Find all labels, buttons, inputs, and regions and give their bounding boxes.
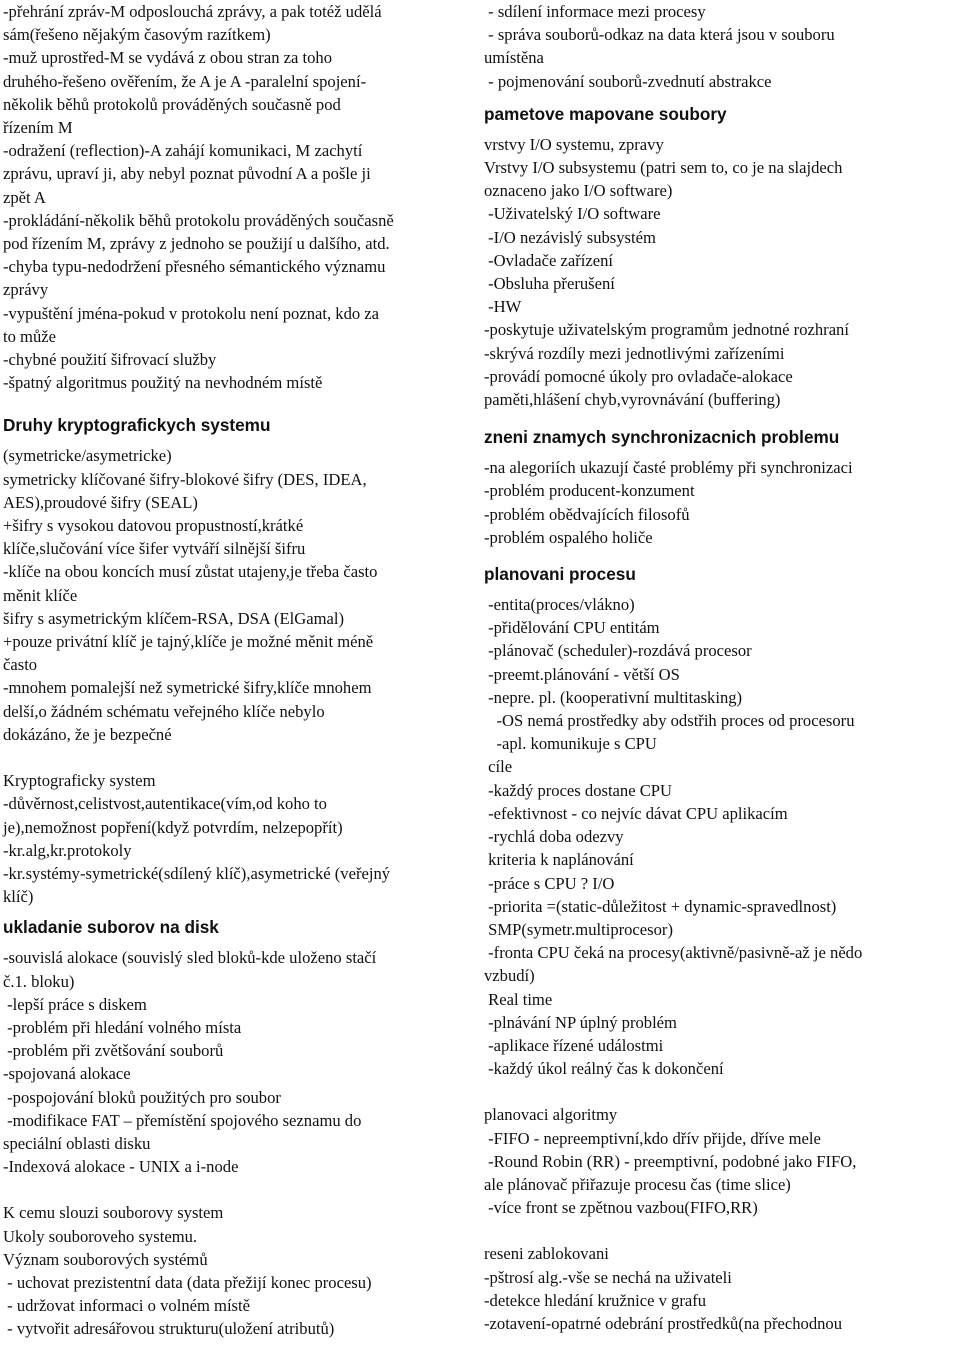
text-line: -kr.alg,kr.protokoly	[3, 840, 132, 860]
section-heading-block	[484, 563, 956, 586]
text-line: -více front se zpětnou vazbou(FIFO,RR)	[484, 1198, 758, 1218]
text-line: -problém obědvajících filosofů	[484, 504, 690, 524]
text-line: -každý proces dostane CPU	[484, 780, 673, 800]
text-block	[484, 456, 956, 549]
text-line: -pospojování bloků použitých pro soubor	[3, 1087, 281, 1107]
text-line: -spojovaná alokace	[3, 1064, 131, 1084]
text-line: -Uživatelský I/O software	[484, 204, 661, 224]
text-line: -poskytuje uživatelským programům jednotné rozhraní	[484, 320, 849, 340]
text-line: -odražení (reflection)-A zahájí komunikaci, M zachytí	[3, 141, 363, 161]
text-line: -problém při zvětšování souborů	[3, 1041, 224, 1061]
text-line: -souvislá alokace (souvislý sled bloků-kde uloženo stačí	[3, 948, 377, 968]
text-line: umístěna	[484, 48, 544, 68]
text-line: vzbudí)	[484, 966, 535, 986]
text-line: Real time	[484, 989, 553, 1009]
text-line: -muž uprostřed-M se vydává z obou stran za toho	[3, 48, 333, 68]
text-line: klíč)	[3, 887, 34, 907]
text-line: -Ovladače zařízení	[484, 250, 613, 270]
text-line: - správa souborů-odkaz na data která jsou v souboru	[484, 25, 835, 45]
section-heading: Druhy kryptografickych systemu	[3, 415, 271, 436]
text-block	[484, 1242, 956, 1335]
text-block	[3, 946, 477, 1178]
text-line: -priorita =(static-důležitost + dynamic-spravedlnost)	[484, 896, 837, 916]
text-block	[484, 1103, 956, 1219]
text-line: Ukoly souboroveho systemu.	[3, 1226, 198, 1246]
text-line: -kr.systémy-symetrické(sdílený klíč),asymetrické (veřejný	[3, 863, 391, 883]
text-line: vrstvy I/O systemu, zpravy	[484, 134, 664, 154]
section-heading-block	[3, 414, 477, 437]
section-heading: ukladanie suborov na disk	[3, 917, 219, 938]
text-line: -I/O nezávislý subsystém	[484, 227, 656, 247]
text-line: planovaci algoritmy	[484, 1105, 618, 1125]
text-line: dokázáno, že je bezpečné	[3, 724, 172, 744]
text-line: -skrývá rozdíly mezi jednotlivými zařízeními	[484, 343, 785, 363]
text-line: -problém při hledání volného místa	[3, 1017, 242, 1037]
section-heading: planovani procesu	[484, 564, 636, 585]
text-line: -preemt.plánování - větší OS	[484, 664, 680, 684]
text-line: -aplikace řízené událostmi	[484, 1035, 664, 1055]
text-line: -špatný algoritmus použitý na nevhodném místě	[3, 373, 323, 393]
text-line: -Round Robin (RR) - preemptivní, podobné jako FIFO,	[484, 1151, 857, 1171]
text-line: +šifry s vysokou datovou propustností,krátké	[3, 516, 304, 536]
section-heading-block	[3, 916, 477, 939]
text-block	[484, 133, 956, 411]
text-line: Kryptograficky system	[3, 771, 156, 791]
text-line: -přidělování CPU entitám	[484, 618, 660, 638]
text-line: delší,o žádném schématu veřejného klíče nebylo	[3, 701, 325, 721]
text-line: -prokládání-několik běhů protokolu prováděných současně	[3, 210, 394, 230]
text-block	[3, 769, 477, 908]
text-line: -práce s CPU ? I/O	[484, 873, 615, 893]
left-column	[3, 0, 477, 1341]
text-line: -důvěrnost,celistvost,autentikace(vím,od koho to	[3, 794, 327, 814]
text-line: kriteria k naplánování	[484, 850, 634, 870]
text-line: -lepší práce s diskem	[3, 994, 147, 1014]
text-line: -detekce hledání kružnice v grafu	[484, 1290, 707, 1310]
text-line: speciální oblasti disku	[3, 1133, 151, 1153]
text-line: řízením M	[3, 118, 73, 138]
text-block	[3, 1201, 477, 1340]
text-line: SMP(symetr.multiprocesor)	[484, 919, 673, 939]
text-line: oznaceno jako I/O software)	[484, 181, 673, 201]
text-line: -problém producent-konzument	[484, 481, 695, 501]
text-line: -chyba typu-nedodržení přesného sémantického významu	[3, 257, 386, 277]
text-line: to může	[3, 326, 56, 346]
text-line: je),nemožnost popření(když potvrdím, nelzepopřít)	[3, 817, 343, 837]
text-line: paměti,hlášení chyb,vyrovnávání (buffering)	[484, 390, 781, 410]
text-block	[3, 444, 477, 746]
text-line: -problém ospalého holiče	[484, 527, 653, 547]
text-line: zprávu, upraví ji, aby nebyl poznat původní A a pošle ji	[3, 164, 371, 184]
text-line: zpět A	[3, 187, 46, 207]
text-block	[484, 593, 956, 1080]
section-heading: pametove mapovane soubory	[484, 103, 727, 124]
text-line: -modifikace FAT – přemístění spojového seznamu do	[3, 1110, 362, 1130]
text-line: - sdílení informace mezi procesy	[484, 2, 706, 21]
text-line: K cemu slouzi souborovy system	[3, 1203, 224, 1223]
text-block	[484, 0, 956, 93]
text-line: symetricky klíčované šifry-blokové šifry (DES, IDEA,	[3, 469, 367, 489]
text-line: -entita(proces/vlákno)	[484, 595, 635, 615]
section-heading-block	[484, 426, 956, 449]
text-line: - vytvořit adresářovou strukturu(uložení atributů)	[3, 1319, 335, 1339]
text-line: -nepre. pl. (kooperativní multitasking)	[484, 687, 743, 707]
text-line: - pojmenování souborů-zvednutí abstrakce	[484, 71, 772, 91]
text-line: -efektivnost - co nejvíc dávat CPU aplikacím	[484, 803, 788, 823]
section-heading-block	[484, 103, 956, 126]
text-line: č.1. bloku)	[3, 971, 75, 991]
text-line: klíče,slučování více šifer vytváří silnější šifru	[3, 539, 306, 559]
text-line: reseni zablokovani	[484, 1244, 609, 1264]
text-line: (symetricke/asymetricke)	[3, 446, 172, 466]
text-line: -pštrosí alg.-vše se nechá na uživateli	[484, 1267, 732, 1287]
right-column	[484, 0, 956, 1335]
text-line: -na alegoriích ukazují časté problémy při synchronizaci	[484, 458, 853, 478]
text-line: - uchovat prezistentní data (data přežijí konec procesu)	[3, 1272, 372, 1292]
text-line: měnit klíče	[3, 585, 78, 605]
text-line: -klíče na obou koncích musí zůstat utajeny,je třeba často	[3, 562, 378, 582]
text-line: -HW	[484, 297, 522, 317]
text-line: -Indexová alokace - UNIX a i-node	[3, 1157, 239, 1177]
text-line: -každý úkol reálný čas k dokončení	[484, 1059, 724, 1079]
text-line: -přehrání zpráv-M odposlouchá zprávy, a pak totéž udělá	[3, 2, 382, 21]
text-line: -Obsluha přerušení	[484, 274, 615, 294]
text-line: sám(řešeno nějakým časovým razítkem)	[3, 25, 271, 45]
text-line: -FIFO - nepreemptivní,kdo dřív přijde, dříve mele	[484, 1128, 821, 1148]
text-line: -fronta CPU čeká na procesy(aktivně/pasivně-až je nědo	[484, 943, 863, 963]
text-line: šifry s asymetrickým klíčem-RSA, DSA (ElGamal)	[3, 608, 345, 628]
text-line: -OS nemá prostředky aby odstřih proces od procesoru	[484, 711, 855, 731]
text-line: zprávy	[3, 280, 49, 300]
text-line: Význam souborových systémů	[3, 1249, 208, 1269]
text-line: -chybné použití šifrovací služby	[3, 350, 217, 370]
text-line: +pouze privátní klíč je tajný,klíče je možné měnit méně	[3, 632, 374, 652]
text-line: Vrstvy I/O subsystemu (patri sem to, co je na slajdech	[484, 158, 843, 178]
text-line: -zotavení-opatrné odebrání prostředků(na přechodnou	[484, 1313, 843, 1333]
text-line: -rychlá doba odezvy	[484, 827, 624, 847]
text-line: -mnohem pomalejší než symetrické šifry,klíče mnohem	[3, 678, 372, 698]
text-line: -plánovač (scheduler)-rozdává procesor	[484, 641, 752, 661]
text-line: -plnávání NP úplný problém	[484, 1012, 677, 1032]
text-line: AES),proudové šifry (SEAL)	[3, 492, 198, 512]
text-line: -provádí pomocné úkoly pro ovladače-alokace	[484, 366, 793, 386]
text-line: často	[3, 655, 38, 675]
text-line: ale plánovač přiřazuje procesu čas (time slice)	[484, 1174, 791, 1194]
text-line: pod řízením M, zprávy z jednoho se použijí u dalšího, atd.	[3, 234, 390, 254]
text-line: druhého-řešeno ověřením, že A je A -paralelní spojení-	[3, 71, 367, 91]
text-line: - udržovat informaci o volném místě	[3, 1296, 250, 1316]
section-heading: zneni znamych synchronizacnich problemu	[484, 427, 840, 448]
text-line: několik běhů protokolů prováděných současně pod	[3, 94, 341, 114]
text-line: -apl. komunikuje s CPU	[484, 734, 657, 754]
text-line: cíle	[484, 757, 513, 777]
text-line: -vypuštění jména-pokud v protokolu není poznat, kdo za	[3, 303, 380, 323]
text-block	[3, 0, 477, 394]
